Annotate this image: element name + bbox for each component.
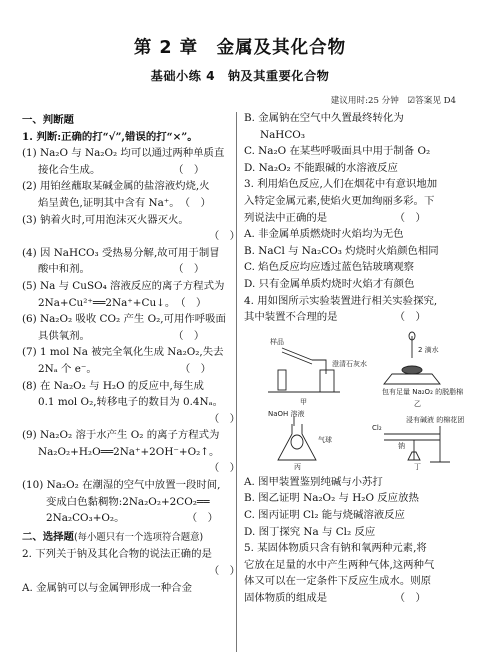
apparatus-diagram: [264, 330, 464, 470]
question-4-option-b: B. 图乙证明 Na₂O₂ 与 H₂O 反应放热: [244, 492, 419, 505]
label-jia: 甲: [300, 397, 307, 406]
label-bing: 丙: [294, 462, 301, 470]
chapter-title: 第 2 章 金属及其化合物: [133, 38, 347, 58]
question-3-line-2: 入特定金属元素,使焰火更加绚丽多彩。下: [244, 194, 435, 207]
question-3-line-1: 3. 利用焰色反应,人们在烟花中有意识地加: [244, 178, 438, 191]
judge-6-line-2: 具供氧剂。 （ ）: [38, 329, 205, 342]
question-5-line-3: 体又可以在一定条件下反应生成水。则原: [244, 575, 432, 588]
judge-9-answer-paren: （ ）: [208, 462, 240, 475]
question-4-option-d: D. 图丁探究 Na 与 Cl₂ 反应: [244, 525, 376, 538]
question-3-option-a: A. 非金属单质燃烧时火焰均为无色: [244, 228, 404, 241]
right-column: [244, 110, 464, 606]
section-choice-title: 二、选择题: [22, 530, 74, 543]
question-2-option-c: C. Na₂O 在某些呼吸面具中用于制备 O₂: [244, 145, 431, 158]
judge-4-line-2: 酸中和剂。 （ ）: [38, 263, 205, 276]
question-3-line-3: 列说法中正确的是 （ ）: [244, 211, 426, 224]
question-2-answer-paren: （ ）: [208, 565, 240, 578]
question-2-option-d: D. Na₂O₂ 不能跟碱的水溶液反应: [244, 161, 398, 174]
experiment-apparatus-figure: [264, 330, 464, 470]
judge-7-line-1: (7) 1 mol Na 被完全氧化生成 Na₂O₂,失去: [22, 346, 224, 359]
label-balloon: 气球: [318, 435, 332, 444]
judge-8-line-1: (8) 在 Na₂O₂ 与 H₂O 的反应中,每生成: [22, 379, 204, 392]
judge-7-line-2: 2Nₐ 个 e⁻。 （ ）: [38, 362, 212, 375]
judge-3-answer-paren: （ ）: [208, 230, 240, 243]
question-2-option-a: A. 金属钠可以与金属钾形成一种合金: [22, 581, 192, 594]
question-4-option-a: A. 图甲装置鉴别纯碱与小苏打: [244, 475, 383, 488]
judge-5-line-1: (5) Na 与 CuSO₄ 溶液反应的离子方程式为: [22, 279, 225, 292]
label-sodium: 钠: [398, 441, 405, 450]
judge-1-line-1: (1) Na₂O 与 Na₂O₂ 均可以通过两种单质直: [22, 147, 225, 160]
judge-10-line-3: 2Na₂CO₃+O₂。 （ ）: [46, 512, 218, 525]
label-cotton-na2o2: 包有足量 Na₂O₂ 的脱脂棉: [382, 387, 464, 396]
judge-6-line-1: (6) Na₂O₂ 吸收 CO₂ 产生 O₂,可用作呼吸面: [22, 313, 226, 326]
label-limewater: 澄清石灰水: [332, 359, 367, 368]
section-judgement-heading: 一、判断题: [22, 114, 74, 126]
question-1-stem: 1. 判断:正确的打“√”,错误的打“×”。: [22, 130, 198, 143]
question-4-option-c: C. 图丙证明 Cl₂ 能与烧碱溶液反应: [244, 508, 405, 521]
question-3-option-b: B. NaCl 与 Na₂CO₃ 灼烧时火焰颜色相同: [244, 244, 439, 257]
judge-10-line-1: (10) Na₂O₂ 在潮湿的空气中放置一段时间,: [22, 479, 221, 492]
label-cl2: Cl₂: [372, 423, 382, 432]
apparatus-jia: [268, 348, 340, 392]
apparatus-yi: [384, 332, 440, 384]
judge-8-answer-paren: （ ）: [208, 412, 240, 425]
judge-9-line-2: Na₂O₂+H₂O══2Na⁺+2OH⁻+O₂↑。: [38, 445, 220, 458]
judge-3-line-1: (3) 钠着火时,可用泡沫灭火器灭火。: [22, 213, 189, 226]
label-two-drops-water: 2 滴水: [418, 345, 439, 354]
judge-9-line-1: (9) Na₂O₂ 溶于水产生 O₂ 的离子方程式为: [22, 429, 220, 442]
time-answer-note: 建议用时:25 分钟 ☑答案见 D4: [330, 96, 456, 106]
question-5-line-1: 5. 某固体物质只含有钠和氧两种元素,将: [244, 542, 427, 555]
question-5-line-4: 固体物质的组成是 （ ）: [244, 591, 426, 604]
apparatus-bing: [278, 416, 316, 460]
question-5-line-2: 它放在足量的水中产生两种气体,这两种气: [244, 558, 435, 571]
judge-5-line-2: 2Na+Cu²⁺══2Na⁺+Cu↓。 （ ）: [38, 296, 207, 309]
judge-2-line-2: 焰呈黄色,证明其中含有 Na⁺。 （ ）: [38, 196, 211, 209]
question-2-option-b-line-1: B. 金属钠在空气中久置最终转化为: [244, 112, 404, 124]
practice-title: 基础小练 4 钠及其重要化合物: [150, 69, 330, 83]
question-4-line-1: 4. 用如图所示实验装置进行相关实验探究,: [244, 294, 438, 307]
judge-2-line-1: (2) 用铂丝蘸取某碱金属的盐溶液灼烧,火: [22, 180, 210, 193]
question-4-line-2: 其中装置不合理的是 （ ）: [244, 311, 426, 324]
judge-10-line-2: 变成白色黏稠物:2Na₂O₂+2CO₂══: [46, 495, 210, 508]
left-column: [22, 110, 246, 596]
question-3-option-c: C. 焰色反应均应透过蓝色钴玻璃观察: [244, 261, 415, 274]
judge-1-line-2: 接化合生成。 （ ）: [38, 163, 205, 176]
label-ding: 丁: [414, 462, 421, 470]
question-2-stem: 2. 下列关于钠及其化合物的说法正确的是: [22, 548, 212, 561]
apparatus-ding: [384, 426, 450, 462]
label-yi: 乙: [414, 399, 421, 408]
section-choice-note: (每小题只有一个选项符合题意): [73, 531, 204, 543]
label-sample: 样品: [270, 337, 284, 346]
question-3-option-d: D. 只有金属单质灼烧时火焰才有颜色: [244, 277, 415, 290]
judge-8-line-2: 0.1 mol O₂,转移电子的数目为 0.4Nₐ。: [38, 396, 223, 409]
section-choice-heading: [22, 529, 246, 547]
question-2-option-b-line-2: NaHCO₃: [260, 128, 305, 141]
judge-4-line-1: (4) 因 NaHCO₃ 受热易分解,故可用于制冒: [22, 246, 220, 259]
label-alkali-cotton: 浸有碱液 的棉花团: [406, 415, 464, 424]
label-naoh-solution: NaOH 溶液: [268, 409, 305, 418]
